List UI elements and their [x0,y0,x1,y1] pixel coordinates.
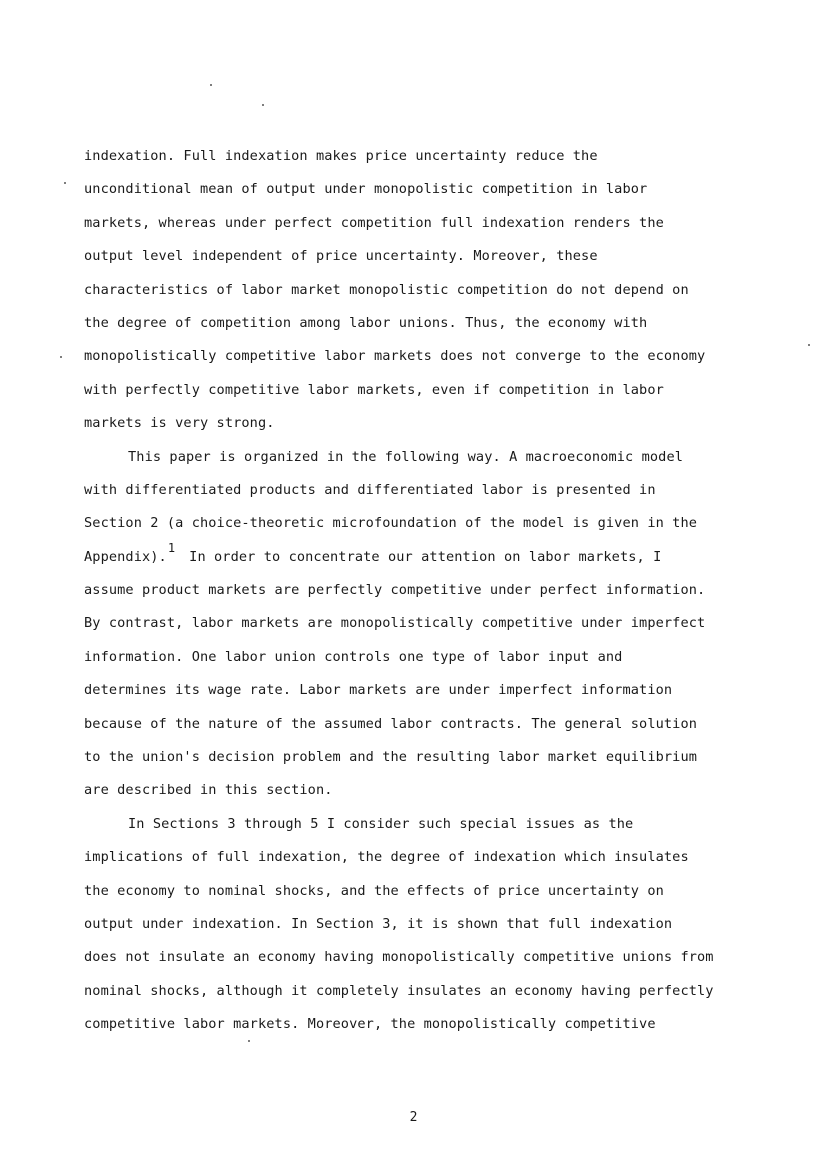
text-line: By contrast, labor markets are monopolistically competitive under imperfect [84,615,706,632]
text-line: markets is very strong. [84,415,275,432]
text-line: In Sections 3 through 5 I consider such special issues as the [128,815,634,832]
scan-speck [60,356,62,358]
footnote-line-before: Appendix). [84,548,167,565]
text-line: characteristics of labor market monopolistic competition do not depend on [84,281,689,298]
text-line: monopolistically competitive labor markets does not converge to the economy [84,348,706,365]
text-line: markets, whereas under perfect competition full indexation renders the [84,214,664,231]
text-line: unconditional mean of output under monopolistic competition in labor [84,181,648,198]
paragraph-1 [84,140,734,441]
scan-speck [808,344,810,346]
scan-speck [64,182,66,184]
text-line: competitive labor markets. Moreover, the monopolistically competitive [84,1016,656,1033]
text-line: the economy to nominal shocks, and the effects of price uncertainty on [84,882,664,899]
text-line: implications of full indexation, the degree of indexation which insulates [84,849,689,866]
paragraph-3 [84,808,734,1042]
text-line: output under indexation. In Section 3, it is shown that full indexation [84,915,673,932]
text-line: with perfectly competitive labor markets, even if competition in labor [84,381,664,398]
text-line: Section 2 (a choice-theoretic microfoundation of the model is given in the [84,515,698,532]
text-line: are described in this section. [84,782,333,799]
paragraph-2 [84,441,734,808]
text-line: the degree of competition among labor unions. Thus, the economy with [84,314,648,331]
text-line: information. One labor union controls one type of labor input and [84,648,623,665]
text-line: does not insulate an economy having monopolistically competitive unions from [84,949,714,966]
body-text [84,140,734,1042]
text-line: determines its wage rate. Labor markets are under imperfect information [84,682,673,699]
footnote-line-after: In order to concentrate our attention on labor markets, I [189,548,662,565]
text-line: nominal shocks, although it completely insulates an economy having perfectly [84,982,714,999]
text-line: because of the nature of the assumed labor contracts. The general solution [84,715,698,732]
text-line: output level independent of price uncertainty. Moreover, these [84,248,598,265]
footnote-marker: 1 [167,540,176,555]
text-line: with differentiated products and differentiated labor is presented in [84,481,656,498]
scan-speck [210,84,212,86]
text-line: This paper is organized in the following way. A macroeconomic model [128,448,684,465]
footnote-line [84,541,734,574]
page-number: 2 [409,1110,418,1125]
text-line: assume product markets are perfectly competitive under perfect information. [84,582,706,599]
text-line: indexation. Full indexation makes price uncertainty reduce the [84,148,598,164]
text-line: to the union's decision problem and the resulting labor market equilibrium [84,749,698,766]
scan-speck [262,104,264,106]
